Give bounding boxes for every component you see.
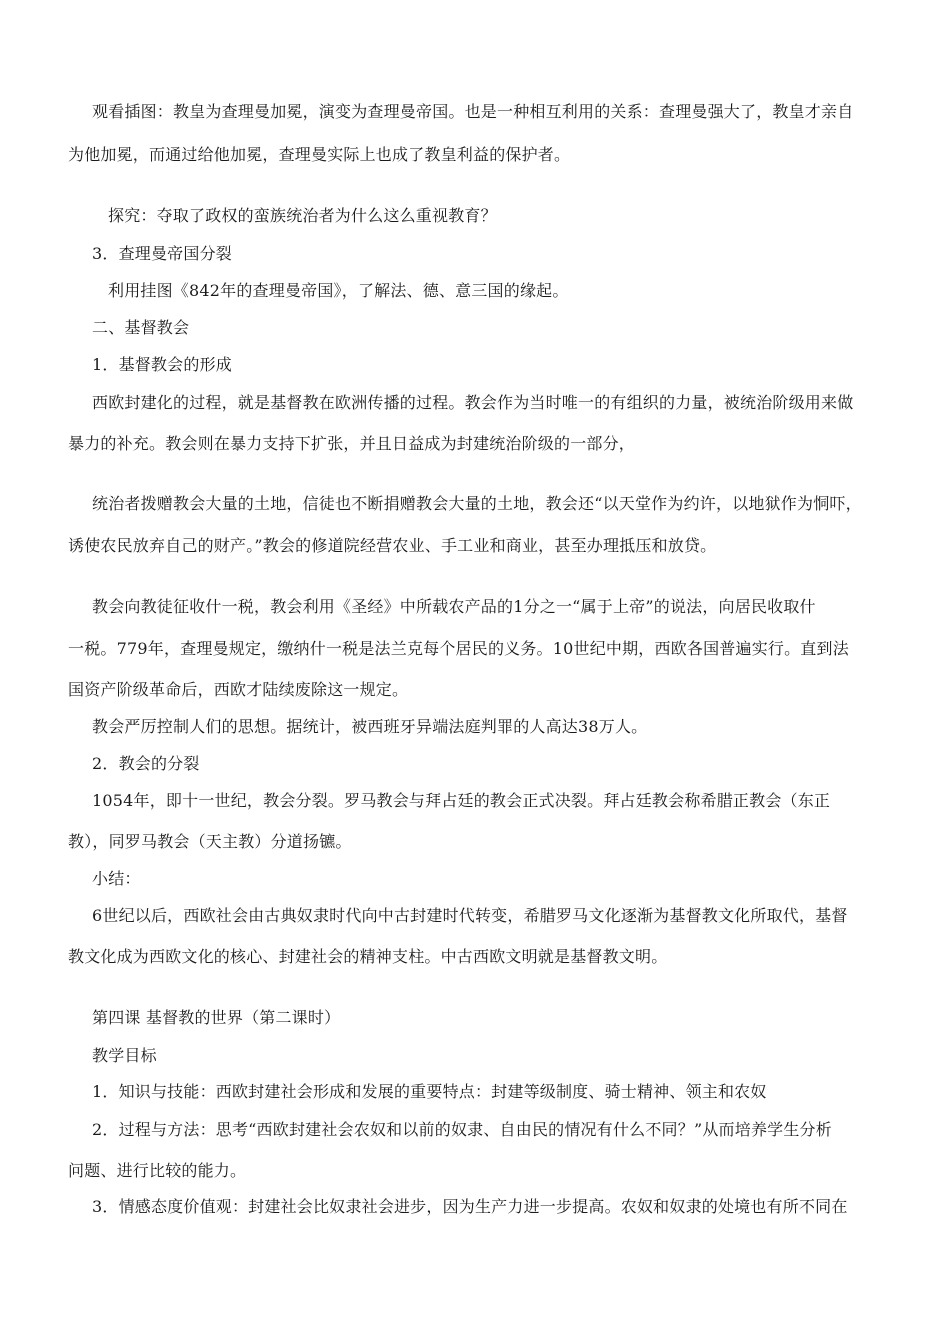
paragraph-line: 暴力的补充。教会则在暴力支持下扩张，并且日益成为封建统治阶级的一部分， xyxy=(68,434,636,453)
paragraph-line: 教会向教徒征收什一税，教会利用《圣经》中所载农产品的1分之一“属于上帝”的说法，向居民收取什 xyxy=(92,597,816,616)
paragraph-line: 问题、进行比较的能力。 xyxy=(68,1161,247,1180)
section-heading: 1．基督教会的形成 xyxy=(92,355,232,374)
paragraph-line: 3．情感态度价值观：封建社会比奴隶社会进步，因为生产力进一步提高。农奴和奴隶的处境也有所不同在 xyxy=(92,1197,848,1216)
paragraph-line: 一税。779年，查理曼规定，缴纳什一税是法兰克每个居民的义务。10世纪中期，西欧各国普遍实行。直到法 xyxy=(68,639,849,658)
paragraph-line: 6世纪以后，西欧社会由古典奴隶时代向中古封建时代转变，希腊罗马文化逐渐为基督教文化所取代，基督 xyxy=(92,906,848,925)
paragraph-line: 观看插图：教皇为查理曼加冕，演变为查理曼帝国。也是一种相互利用的关系：查理曼强大了，教皇才亲自 xyxy=(92,102,854,121)
lesson-title: 第四课 基督教的世界（第二课时） xyxy=(92,1008,341,1027)
paragraph-line: 教文化成为西欧文化的核心、封建社会的精神支柱。中古西欧文明就是基督教文明。 xyxy=(68,947,668,966)
paragraph-line: 1．知识与技能：西欧封建社会形成和发展的重要特点：封建等级制度、骑士精神、领主和农奴 xyxy=(92,1082,767,1101)
section-heading: 教学目标 xyxy=(92,1046,157,1065)
section-heading: 小结： xyxy=(92,869,141,888)
paragraph-line: 利用挂图《842年的查理曼帝国》，了解法、德、意三国的缘起。 xyxy=(108,281,569,300)
paragraph-line: 为他加冕，而通过给他加冕，查理曼实际上也成了教皇利益的保护者。 xyxy=(68,145,571,164)
paragraph-line: 1054年，即十一世纪，教会分裂。罗马教会与拜占廷的教会正式决裂。拜占廷教会称希腊正教会（东正 xyxy=(92,791,831,810)
paragraph-line: 国资产阶级革命后，西欧才陆续废除这一规定。 xyxy=(68,680,409,699)
paragraph-line: 探究：夺取了政权的蛮族统治者为什么这么重视教育？ xyxy=(108,206,497,225)
paragraph-line: 统治者拨赠教会大量的土地，信徒也不断捐赠教会大量的土地，教会还“以天堂作为约许，以地狱作为恫吓， xyxy=(92,494,862,513)
paragraph-line: 西欧封建化的过程，就是基督教在欧洲传播的过程。教会作为当时唯一的有组织的力量，被统治阶级用来做 xyxy=(92,393,854,412)
paragraph-line: 2．过程与方法：思考“西欧封建社会农奴和以前的奴隶、自由民的情况有什么不同？”从而培养学生分析 xyxy=(92,1120,832,1139)
section-heading: 3．查理曼帝国分裂 xyxy=(92,244,232,263)
section-heading: 2．教会的分裂 xyxy=(92,754,200,773)
section-heading: 二、基督教会 xyxy=(92,318,190,337)
paragraph-line: 教），同罗马教会（天主教）分道扬镳。 xyxy=(68,832,352,851)
paragraph-line: 教会严厉控制人们的思想。据统计，被西班牙异端法庭判罪的人高达38万人。 xyxy=(92,717,648,736)
paragraph-line: 诱使农民放弃自己的财产。”教会的修道院经营农业、手工业和商业，甚至办理抵压和放贷。 xyxy=(68,536,717,555)
